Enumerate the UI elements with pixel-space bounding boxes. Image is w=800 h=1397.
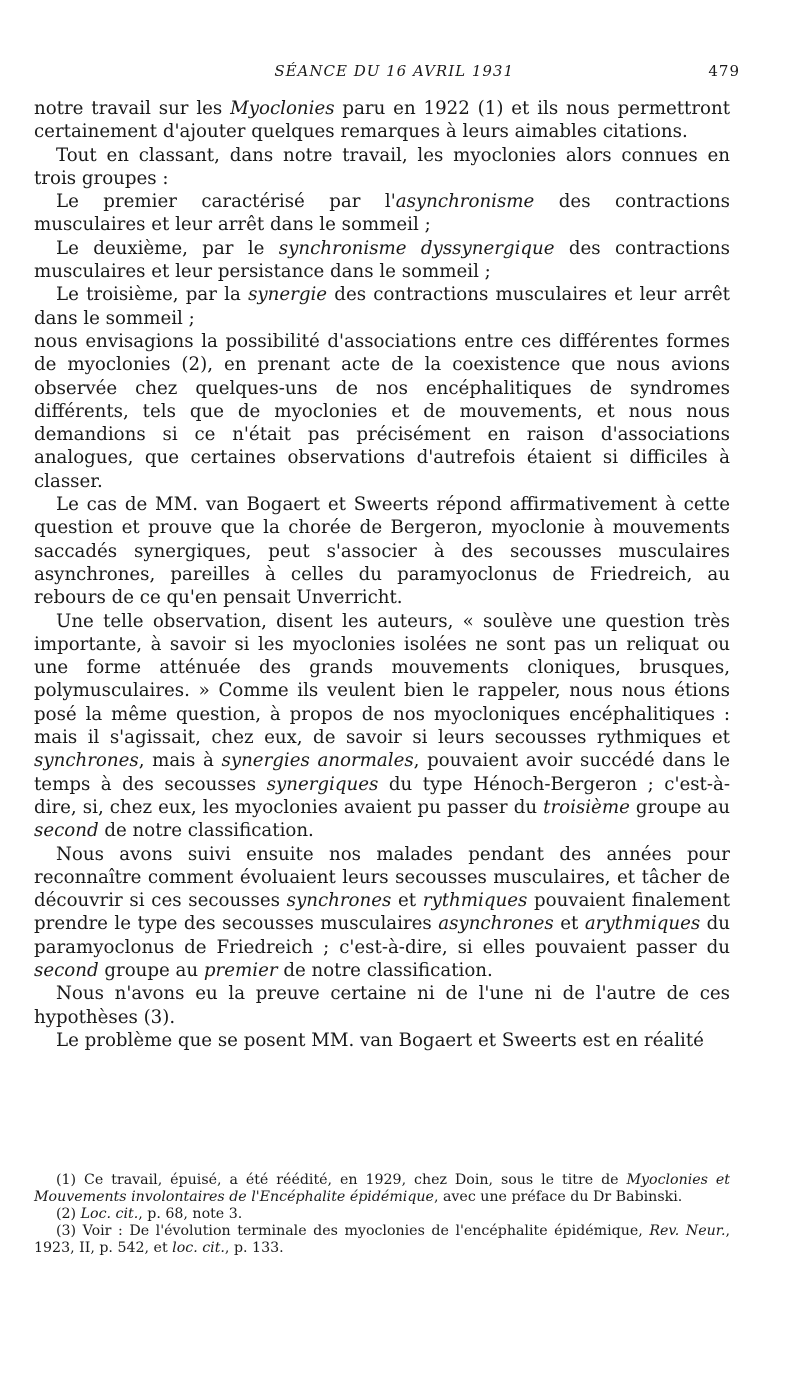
paragraph-10: Nous n'avons eu la preuve certaine ni de l'une ni de l'autre de ces hypothèses (3). <box>34 983 730 1028</box>
paragraph-4: Le deuxième, par le synchronisme dyssynergique des contractions musculaires et leur persistance dans le sommeil ; <box>34 237 730 283</box>
paragraph-8: Une telle observation, disent les auteurs, « soulève une question très importante, à savoir si les myoclonies isolées ne sont pas un reliquat ou une forme atténuée des grands mouvements cloniques, brusques, polymusculaires. » Comme ils veulent bien le rappeler, nous nous étions posé la même question, à propos de nos myocloniques encéphalitiques : mais il s'agissait, chez eux, de savoir si leurs secousses rythmiques et synchrones, mais à synergies anormales, pouvaient avoir succédé dans le temps à des secousses synergiques du type Hénoch-Bergeron ; c'est-à-dire, si, chez eux, les myoclonies avaient pu passer du troisième groupe au second de notre classification. <box>34 610 730 842</box>
paragraph-5: Le troisième, par la synergie des contractions musculaires et leur arrêt dans le sommeil ; <box>34 284 730 329</box>
footnote-3: (3) Voir : De l'évolution terminale des myoclonies de l'encéphalite épidémique, Rev. Neur., 1923, II, p. 542, et loc. cit., p. 133. <box>34 1223 730 1256</box>
paragraph-2: Tout en classant, dans notre travail, les myoclonies alors connues en trois groupes : <box>34 144 730 189</box>
footnote-1: (1) Ce travail, épuisé, a été réédité, en 1929, chez Doin, sous le titre de Myoclonies et Mouvements involontaires de l'Encéphalite épidémique, avec une préface du Dr Babinski. <box>34 1172 730 1205</box>
footnotes <box>34 1172 730 1257</box>
paragraph-9: Nous avons suivi ensuite nos malades pendant des années pour reconnaître comment évoluaient leurs secousses musculaires, et tâcher de découvrir si ces secousses synchrones et rythmiques pouvaient finalement prendre le type des secousses musculaires asynchrones et arythmiques du paramyoclonus de Friedreich ; c'est-à-dire, si elles pouvaient passer du second groupe au premier de notre classification. <box>34 843 731 981</box>
running-title: SÉANCE DU 16 AVRIL 1931 <box>274 62 515 80</box>
paragraph-11: Le problème que se posent MM. van Bogaert et Sweerts est en réalité <box>56 1029 704 1051</box>
page-number: 479 <box>708 62 740 80</box>
running-header <box>40 62 740 80</box>
paragraph-6: nous envisagions la possibilité d'associations entre ces différentes formes de myoclonies (2), en prenant acte de la coexistence que nous avions observée chez quelques-uns de nos encéphalitiques de syndromes différents, tels que de myoclonies et de mouvements, et nous nous demandions si ce n'était pas précisément en raison d'associations analogues, que certaines observations d'autrefois étaient si difficiles à classer. <box>34 330 730 492</box>
footnote-2: (2) Loc. cit., p. 68, note 3. <box>56 1206 243 1222</box>
paragraph-7: Le cas de MM. van Bogaert et Sweerts répond affirmativement à cette question et prouve que la chorée de Bergeron, myoclonie à mouvements saccadés synergiques, peut s'associer à des secousses musculaires asynchrones, pareilles à celles du paramyoclonus de Friedreich, au rebours de ce qu'en pensait Unverricht. <box>34 494 730 609</box>
paragraph-1: notre travail sur les Myoclonies paru en 1922 (1) et ils nous permettront certainement d'ajouter quelques remarques à leurs aimables citations. <box>34 98 730 143</box>
paragraph-3: Le premier caractérisé par l'asynchronisme des contractions musculaires et leur arrêt dans le sommeil ; <box>34 191 730 236</box>
body-text <box>34 97 730 1052</box>
